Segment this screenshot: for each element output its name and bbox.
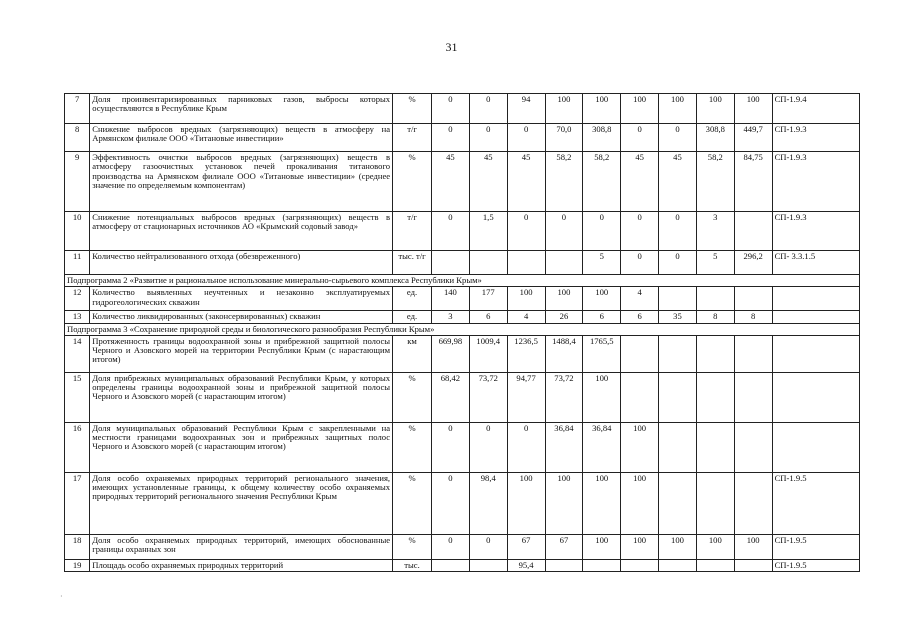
- value-cell: 100: [696, 534, 734, 559]
- unit-cell: %: [393, 422, 432, 472]
- program-code: [772, 287, 859, 311]
- value-cell: [734, 372, 772, 422]
- value-cell: [696, 559, 734, 571]
- indicator-description: Доля проинвентаризированных парниковых газов, выбросы которых осуществляются в Республике Крым: [90, 94, 393, 124]
- row-number: 8: [65, 124, 90, 152]
- table-row: [65, 559, 860, 571]
- table-row: [65, 287, 860, 311]
- program-code: СП-1.9.5: [772, 534, 859, 559]
- value-cell: 1488,4: [545, 335, 583, 372]
- value-cell: 100: [621, 422, 659, 472]
- value-cell: 100: [696, 94, 734, 124]
- value-cell: [659, 287, 697, 311]
- value-cell: 100: [545, 287, 583, 311]
- indicator-description: Доля особо охраняемых природных территорий, имеющих обоснованные границы охранных зон: [90, 534, 393, 559]
- value-cell: 296,2: [734, 251, 772, 275]
- unit-cell: тыс. т/г: [393, 251, 432, 275]
- unit-cell: %: [393, 372, 432, 422]
- value-cell: 100: [734, 534, 772, 559]
- value-cell: 140: [431, 287, 469, 311]
- table-row: [65, 335, 860, 372]
- table-row: [65, 212, 860, 251]
- program-code: СП-1.9.5: [772, 472, 859, 534]
- value-cell: 45: [659, 152, 697, 212]
- row-number: 15: [65, 372, 90, 422]
- row-number: 17: [65, 472, 90, 534]
- value-cell: [696, 422, 734, 472]
- table-row: [65, 372, 860, 422]
- unit-cell: ед.: [393, 287, 432, 311]
- value-cell: 58,2: [545, 152, 583, 212]
- value-cell: 0: [583, 212, 621, 251]
- table-row: [65, 472, 860, 534]
- value-cell: 68,42: [431, 372, 469, 422]
- value-cell: 0: [469, 94, 507, 124]
- value-cell: 5: [583, 251, 621, 275]
- value-cell: 26: [545, 311, 583, 323]
- value-cell: 45: [469, 152, 507, 212]
- value-cell: [734, 472, 772, 534]
- value-cell: 73,72: [469, 372, 507, 422]
- value-cell: [469, 251, 507, 275]
- value-cell: [734, 559, 772, 571]
- row-number: 7: [65, 94, 90, 124]
- table-row: [65, 251, 860, 275]
- indicator-description: Количество выявленных неучтенных и незаконно эксплуатируемых гидрогеологических скважин: [90, 287, 393, 311]
- row-number: 18: [65, 534, 90, 559]
- value-cell: 58,2: [696, 152, 734, 212]
- indicator-description: Доля особо охраняемых природных территорий регионального значения, имеющих установленные границы, к общему количеству особо охраняемых природных территорий регионального значения Республики Крым: [90, 472, 393, 534]
- value-cell: [734, 212, 772, 251]
- indicator-description: Площадь особо охраняемых природных территорий: [90, 559, 393, 571]
- row-number: 11: [65, 251, 90, 275]
- value-cell: 449,7: [734, 124, 772, 152]
- value-cell: 3: [696, 212, 734, 251]
- value-cell: 669,98: [431, 335, 469, 372]
- value-cell: 0: [545, 212, 583, 251]
- value-cell: 0: [659, 251, 697, 275]
- unit-cell: тыс.: [393, 559, 432, 571]
- indicator-description: Доля муниципальных образований Республики Крым с закрепленными на местности границами водоохранных зон и прибрежных защитных полос Черного и Азовского морей (с нарастающим итогом): [90, 422, 393, 472]
- value-cell: 0: [507, 124, 545, 152]
- value-cell: 35: [659, 311, 697, 323]
- value-cell: 95,4: [507, 559, 545, 571]
- value-cell: 1009,4: [469, 335, 507, 372]
- value-cell: 100: [545, 472, 583, 534]
- value-cell: 6: [583, 311, 621, 323]
- value-cell: 0: [431, 212, 469, 251]
- indicator-description: Протяженность границы водоохранной зоны и прибрежной защитной полосы Черного и Азовского морей на территории Республики Крым (с нарастающим итогом): [90, 335, 393, 372]
- value-cell: 100: [659, 534, 697, 559]
- value-cell: [659, 422, 697, 472]
- value-cell: 0: [431, 422, 469, 472]
- value-cell: [507, 251, 545, 275]
- program-code: СП-1.9.3: [772, 124, 859, 152]
- value-cell: 100: [621, 94, 659, 124]
- row-number: 14: [65, 335, 90, 372]
- value-cell: [659, 335, 697, 372]
- table-row: [65, 124, 860, 152]
- row-number: 10: [65, 212, 90, 251]
- value-cell: 67: [545, 534, 583, 559]
- value-cell: [696, 372, 734, 422]
- program-code: [772, 311, 859, 323]
- row-number: 16: [65, 422, 90, 472]
- value-cell: 45: [507, 152, 545, 212]
- value-cell: 94: [507, 94, 545, 124]
- table-row: [65, 152, 860, 212]
- value-cell: 8: [696, 311, 734, 323]
- value-cell: 100: [583, 94, 621, 124]
- value-cell: 100: [507, 472, 545, 534]
- value-cell: 0: [431, 472, 469, 534]
- value-cell: [659, 472, 697, 534]
- indicator-description: Снижение потенциальных выбросов вредных (загрязняющих) веществ в атмосферу от стационарных источников АО «Крымский содовый завод»: [90, 212, 393, 251]
- value-cell: [431, 559, 469, 571]
- value-cell: [621, 559, 659, 571]
- value-cell: 100: [621, 472, 659, 534]
- unit-cell: т/г: [393, 212, 432, 251]
- page-number: 31: [445, 40, 458, 54]
- value-cell: 0: [621, 251, 659, 275]
- value-cell: 100: [507, 287, 545, 311]
- unit-cell: т/г: [393, 124, 432, 152]
- value-cell: 94,77: [507, 372, 545, 422]
- value-cell: 1,5: [469, 212, 507, 251]
- value-cell: 0: [469, 124, 507, 152]
- program-code: [772, 335, 859, 372]
- value-cell: [734, 422, 772, 472]
- unit-cell: %: [393, 472, 432, 534]
- value-cell: 3: [431, 311, 469, 323]
- subprogram-row: [65, 275, 860, 287]
- value-cell: 100: [583, 534, 621, 559]
- value-cell: [431, 251, 469, 275]
- indicator-description: Количество нейтрализованного отхода (обезвреженного): [90, 251, 393, 275]
- subprogram-title: Подпрограмма 2 «Развитие и рациональное использование минерально-сырьевого комплекса Республики Крым»: [65, 275, 860, 287]
- value-cell: 4: [621, 287, 659, 311]
- value-cell: 100: [583, 472, 621, 534]
- program-code: СП- 3.3.1.5: [772, 251, 859, 275]
- value-cell: 0: [507, 422, 545, 472]
- value-cell: 1765,5: [583, 335, 621, 372]
- value-cell: [583, 559, 621, 571]
- value-cell: 45: [621, 152, 659, 212]
- value-cell: 58,2: [583, 152, 621, 212]
- value-cell: 308,8: [583, 124, 621, 152]
- indicator-description: Эффективность очистки выбросов вредных (загрязняющих) веществ в атмосферу газоочистных установок печей прокаливания титанового производства на Армянском филиале ООО «Титановые инвестиции» (среднее значение по определяемым компонентам): [90, 152, 393, 212]
- value-cell: 98,4: [469, 472, 507, 534]
- value-cell: 100: [583, 287, 621, 311]
- value-cell: [696, 472, 734, 534]
- value-cell: 0: [431, 124, 469, 152]
- value-cell: 0: [659, 124, 697, 152]
- value-cell: [545, 251, 583, 275]
- value-cell: [659, 559, 697, 571]
- value-cell: 36,84: [583, 422, 621, 472]
- row-number: 12: [65, 287, 90, 311]
- value-cell: [696, 287, 734, 311]
- table-row: [65, 311, 860, 323]
- value-cell: 84,75: [734, 152, 772, 212]
- value-cell: [621, 335, 659, 372]
- value-cell: [734, 287, 772, 311]
- value-cell: 0: [659, 212, 697, 251]
- value-cell: 0: [431, 534, 469, 559]
- indicator-description: Доля прибрежных муниципальных образований Республики Крым, у которых определены границы водоохранной зоны и прибрежной защитной полосы Черного и Азовского морей (с нарастающим итогом): [90, 372, 393, 422]
- value-cell: 100: [734, 94, 772, 124]
- value-cell: 1236,5: [507, 335, 545, 372]
- unit-cell: км: [393, 335, 432, 372]
- program-code: [772, 422, 859, 472]
- value-cell: 4: [507, 311, 545, 323]
- value-cell: 0: [621, 212, 659, 251]
- indicator-description: Количество ликвидированных (законсервированных) скважин: [90, 311, 393, 323]
- value-cell: 6: [621, 311, 659, 323]
- program-code: СП-1.9.3: [772, 212, 859, 251]
- value-cell: [734, 335, 772, 372]
- value-cell: 36,84: [545, 422, 583, 472]
- table-row: [65, 534, 860, 559]
- table-row: [65, 94, 860, 124]
- value-cell: 100: [621, 534, 659, 559]
- value-cell: [469, 559, 507, 571]
- value-cell: 73,72: [545, 372, 583, 422]
- value-cell: 308,8: [696, 124, 734, 152]
- program-code: [772, 372, 859, 422]
- value-cell: 45: [431, 152, 469, 212]
- row-number: 9: [65, 152, 90, 212]
- table-row: [65, 422, 860, 472]
- value-cell: 100: [545, 94, 583, 124]
- value-cell: 0: [469, 422, 507, 472]
- program-code: СП-1.9.5: [772, 559, 859, 571]
- value-cell: [696, 335, 734, 372]
- unit-cell: %: [393, 152, 432, 212]
- unit-cell: %: [393, 94, 432, 124]
- subprogram-title: Подпрограмма 3 «Сохранение природной среды и биологического разнообразия Республики Крым»: [65, 323, 860, 335]
- value-cell: 0: [507, 212, 545, 251]
- row-number: 19: [65, 559, 90, 571]
- scan-mark: ·: [60, 592, 63, 601]
- value-cell: 5: [696, 251, 734, 275]
- indicators-table: [64, 93, 860, 572]
- value-cell: 0: [621, 124, 659, 152]
- value-cell: 100: [583, 372, 621, 422]
- value-cell: 67: [507, 534, 545, 559]
- value-cell: 177: [469, 287, 507, 311]
- unit-cell: ед.: [393, 311, 432, 323]
- subprogram-row: [65, 323, 860, 335]
- value-cell: 0: [469, 534, 507, 559]
- value-cell: [659, 372, 697, 422]
- value-cell: 6: [469, 311, 507, 323]
- program-code: СП-1.9.4: [772, 94, 859, 124]
- value-cell: 100: [659, 94, 697, 124]
- value-cell: [545, 559, 583, 571]
- indicator-description: Снижение выбросов вредных (загрязняющих) веществ в атмосферу на Армянском филиале ООО «Титановые инвестиции»: [90, 124, 393, 152]
- value-cell: 8: [734, 311, 772, 323]
- program-code: СП-1.9.3: [772, 152, 859, 212]
- value-cell: [621, 372, 659, 422]
- value-cell: 70,0: [545, 124, 583, 152]
- row-number: 13: [65, 311, 90, 323]
- value-cell: 0: [431, 94, 469, 124]
- unit-cell: %: [393, 534, 432, 559]
